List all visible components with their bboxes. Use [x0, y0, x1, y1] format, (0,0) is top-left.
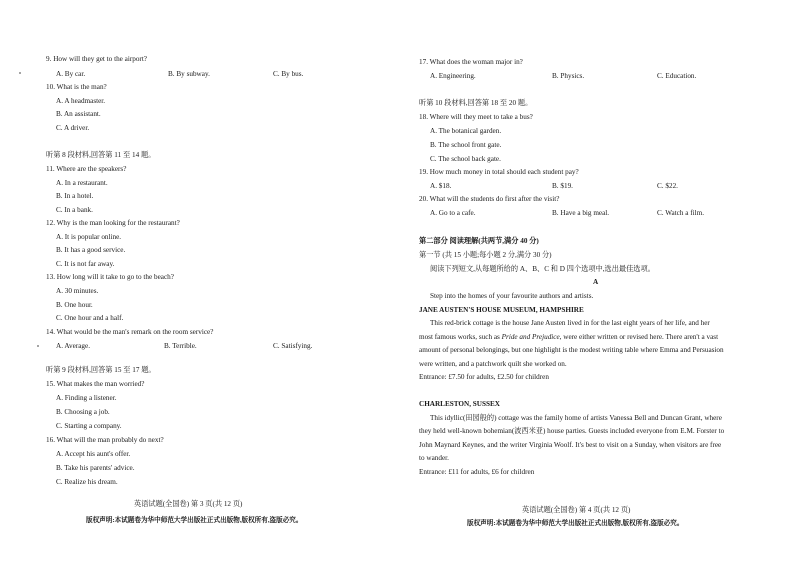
option-b: B. In a hotel. — [56, 192, 94, 200]
section-heading: 听第 8 段材料,回答第 11 至 14 题。 — [46, 151, 156, 159]
option-c: C. The school back gate. — [430, 155, 501, 163]
section-heading: 第一节 (共 15 小题;每小题 2 分,满分 30 分) — [419, 251, 552, 259]
option-c: C. By bus. — [273, 70, 304, 78]
question-16: 16. What will the man probably do next? — [46, 436, 164, 444]
option-c: C. In a bank. — [56, 206, 93, 214]
paragraph-line: were written, and a patchwork quilt she worked on. — [419, 360, 567, 368]
option-c: C. Satisfying. — [273, 342, 313, 350]
option-b: B. Terrible. — [164, 342, 197, 350]
option-b: B. One hour. — [56, 301, 93, 309]
paragraph-line: to wander. — [419, 454, 449, 462]
option-c: C. Realize his dream. — [56, 478, 118, 486]
part-heading: 第二部分 阅读理解(共两节,满分 40 分) — [419, 237, 539, 245]
question-9: 9. How will they get to the airport? — [46, 55, 148, 63]
paragraph-line: This idyllic(田园般的) cottage was the family home of artists Vanessa Bell and Duncan Grant, where — [430, 414, 722, 422]
option-a: A. $18. — [430, 182, 452, 190]
entrance-fee: Entrance: £11 for adults, £6 for children — [419, 468, 535, 476]
question-13: 13. How long will it take to go to the beach? — [46, 273, 174, 281]
page-footer: 英语试题(全国卷) 第 4 页(共 12 页) — [522, 506, 631, 514]
option-a: A. Average. — [56, 342, 90, 350]
paragraph-line: This red-brick cottage is the house Jane Austen lived in for the last eight years of her life, and her — [430, 319, 710, 327]
paragraph-line: amount of personal belongings, but one highlight is the modest writing table where Emma and Persuasion — [419, 346, 724, 354]
option-c: C. $22. — [657, 182, 678, 190]
option-a: A. Accept his aunt's offer. — [56, 450, 131, 458]
option-a: A. By car. — [56, 70, 86, 78]
option-c: C. Watch a film. — [657, 209, 704, 217]
option-c: C. Starting a company. — [56, 422, 122, 430]
question-10: 10. What is the man? — [46, 83, 107, 91]
venue-heading: JANE AUSTEN'S HOUSE MUSEUM, HAMPSHIRE — [419, 306, 584, 314]
text-run: most famous works, such as — [419, 333, 502, 341]
option-a: A. Finding a listener. — [56, 394, 117, 402]
venue-heading: CHARLESTON, SUSSEX — [419, 400, 500, 408]
question-11: 11. Where are the speakers? — [46, 165, 127, 173]
instructions: 阅读下列短文,从每题所给的 A、B、C 和 D 四个选项中,选出最佳选项。 — [430, 265, 655, 273]
option-c: C. Education. — [657, 72, 697, 80]
paragraph-line — [419, 333, 718, 342]
page-footer: 英语试题(全国卷) 第 3 页(共 12 页) — [134, 500, 243, 508]
option-b: B. Take his parents' advice. — [56, 464, 135, 472]
passage-label: A — [593, 278, 599, 286]
book-title: Pride and Prejudice — [501, 333, 560, 341]
scan-speck — [19, 72, 21, 74]
paragraph-line: they held well-known bohemian(波西米亚) house parties. Guests included everyone from E.M. Forster to — [419, 427, 725, 435]
paragraph-line: John Maynard Keynes, and the writer Virginia Woolf. It's best to visit on a Sunday, when visitors are free — [419, 441, 722, 449]
copyright-notice: 版权声明:本试题卷为华中师范大学出版社正式出版物,版权所有,盗版必究。 — [467, 520, 684, 527]
question-20: 20. What will the students do first after the visit? — [419, 195, 560, 203]
question-12: 12. Why is the man looking for the restaurant? — [46, 219, 180, 227]
option-a: A. Go to a cafe. — [430, 209, 476, 217]
entrance-fee: Entrance: £7.50 for adults, £2.50 for children — [419, 373, 549, 381]
option-a: A. It is popular online. — [56, 233, 122, 241]
section-heading: 听第 9 段材料,回答第 15 至 17 题。 — [46, 366, 156, 374]
option-a: A. The botanical garden. — [430, 127, 502, 135]
option-c: C. A driver. — [56, 124, 90, 132]
option-a: A. 30 minutes. — [56, 287, 99, 295]
passage-intro: Step into the homes of your favourite authors and artists. — [430, 292, 594, 300]
option-b: B. It has a good service. — [56, 246, 126, 254]
option-b: B. $19. — [552, 182, 573, 190]
option-b: B. Physics. — [552, 72, 585, 80]
option-b: B. By subway. — [168, 70, 210, 78]
right-page — [397, 0, 794, 562]
option-b: B. Choosing a job. — [56, 408, 110, 416]
question-15: 15. What makes the man worried? — [46, 380, 145, 388]
option-c: C. One hour and a half. — [56, 314, 124, 322]
text-run: , were either written or revised here. There aren't a vast — [559, 333, 719, 341]
option-b: B. Have a big meal. — [552, 209, 610, 217]
option-c: C. It is not far away. — [56, 260, 115, 268]
option-b: B. An assistant. — [56, 110, 101, 118]
copyright-notice: 版权声明:本试题卷为华中师范大学出版社正式出版物,版权所有,盗版必究。 — [86, 517, 303, 524]
option-a: A. Engineering. — [430, 72, 476, 80]
option-a: A. A headmaster. — [56, 97, 106, 105]
question-19: 19. How much money in total should each student pay? — [419, 168, 579, 176]
section-heading: 听第 10 段材料,回答第 18 至 20 题。 — [419, 99, 533, 107]
question-18: 18. Where will they meet to take a bus? — [419, 113, 533, 121]
option-a: A. In a restaurant. — [56, 179, 108, 187]
question-14: 14. What would be the man's remark on the room service? — [46, 328, 214, 336]
scan-speck — [37, 345, 39, 347]
question-17: 17. What does the woman major in? — [419, 58, 523, 66]
option-b: B. The school front gate. — [430, 141, 502, 149]
